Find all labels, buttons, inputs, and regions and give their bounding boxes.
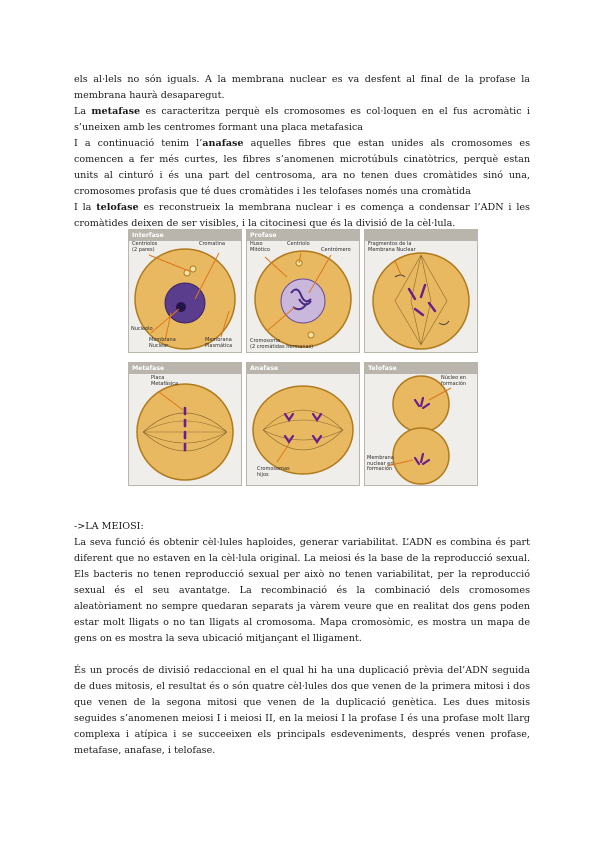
panel-title: Telofase [365,363,477,374]
panel-interfase [128,229,242,353]
paragraph [74,535,530,647]
label-centriolo: Centriolo [287,241,310,247]
label-centriolos: Centriolos (2 pares) [132,241,158,253]
paragraph [74,136,530,200]
label-huso-mitotico: Huso Mitótico [250,241,270,253]
label-placa-metafasica: Placa Metafásica [151,375,179,387]
mitosis-figure [128,229,478,487]
bold-term: anafase [202,138,244,149]
label-nucleolo: Nucleolo [131,326,153,332]
paragraph [74,104,530,136]
text-run: I la [74,202,97,213]
panel-metafase [128,362,242,486]
panel-title: Anafase [247,363,359,374]
paragraph [74,647,530,663]
text-run: I a continuació tenim l’ [74,138,203,149]
panel-anafase [246,362,360,486]
text-block-top [74,72,530,232]
text-run: ->LA MEIOSI: [74,521,144,532]
paragraph [74,663,530,759]
text-block-bottom [74,519,530,759]
label-cromosomas-hijos: Cromosomas hijos [257,466,290,478]
panel-telofase [364,362,478,486]
label-membrana-formacion: Membrana nuclear en formación [367,455,394,473]
text-run: es reconstrueix la membrana nuclear i es comença a condensar l’ADN i les cromàtides deixen de ser visibles, i la citocinesi que és la divisió de la cèl·lula. [74,202,530,229]
text-run: És un procés de divisió redaccional en el qual hi ha una duplicació prèvia del’ADN seguida de dues mitosis, el resultat és o són quatre cèl·lules dos que venen de la primera mitosi i dos que venen de la segona mitosi que venen de la duplicació genètica. Les dues mitosis seguides s’anomenen meiosi I i meiosi II, en la meiosi I la profase I és una profase molt llarg complexa i atípica i se succeeixen els principals esdeveniments, després venen profase, metafase, anafase, i telofase. [74,665,530,756]
label-nucleo-formacion: Núcleo en formación [441,375,467,387]
text-run: es caracteritza perquè els cromosomes es col·loquen en el fus acromàtic i s’uneixen amb les centromes formant una placa metafasica [74,106,530,133]
panel-profase [246,229,360,353]
panel-prometafase [364,229,478,353]
panel-title [365,230,477,241]
bold-term: metafase [91,106,141,117]
text-run: La seva funció és obtenir cèl·lules haploides, generar variabilitat. L’ADN es combina és part diferent que no estaven en la cèl·lula original. La meiosi és la base de la reproducció sexual. Els bacteris no tenen reproducció sexual per això no tenen variabilitat, per la reproducció sexual és el seu avantatge. La recombinació és la combinació dels cromosomes aleatòriament no sempre quedaran separats ja vàrem veure que en realitat dos gens poden estar molt lligats o no tan lligats al cromosoma. Mapa cromosòmic, es mostra un mapa de gens on es mostra la seva ubicació mitjançant el lligament. [74,537,530,644]
label-fragmentos-membrana: Fragmentos de la Membrana Nuclear [368,241,416,253]
bold-term: telofase [96,202,139,213]
text-run: els al·lels no són iguals. A la membrana nuclear es va desfent al final de la profase la membrana haurà desaparegut. [74,74,530,101]
text-run: aquelles fibres que estan unides als cromosomes es comencen a fer més curtes, les fibres s’anomenen microtúbuls cinatòtrics, perquè estan units al cinturó i és una part del centrosoma, ara no tenen dues cromàtides sinó una, cromosomes profasis que té dues cromàtides i les telofases només una cromàtida [74,138,531,197]
text-run: La [74,106,92,117]
paragraph [74,519,530,535]
paragraph [74,72,530,104]
prophase-cell-drawing [247,241,359,352]
panel-title: Interfase [129,230,241,241]
label-centromero: Centrómero [321,247,351,253]
metaphase-cell-drawing [129,374,241,485]
panel-title: Metafase [129,363,241,374]
label-cromatina: Cromatina [199,241,226,247]
label-membrana-nuclear: Membrana Nuclear [149,337,176,349]
panel-title: Profase [247,230,359,241]
label-membrana-plasmatica: Membrana Plasmática [205,337,233,349]
interphase-cell-drawing [129,241,241,352]
label-cromosoma: Cromosoma (2 cromátidas hermanas) [250,338,314,350]
prometaphase-cell-drawing [365,241,477,352]
paragraph [74,200,530,232]
